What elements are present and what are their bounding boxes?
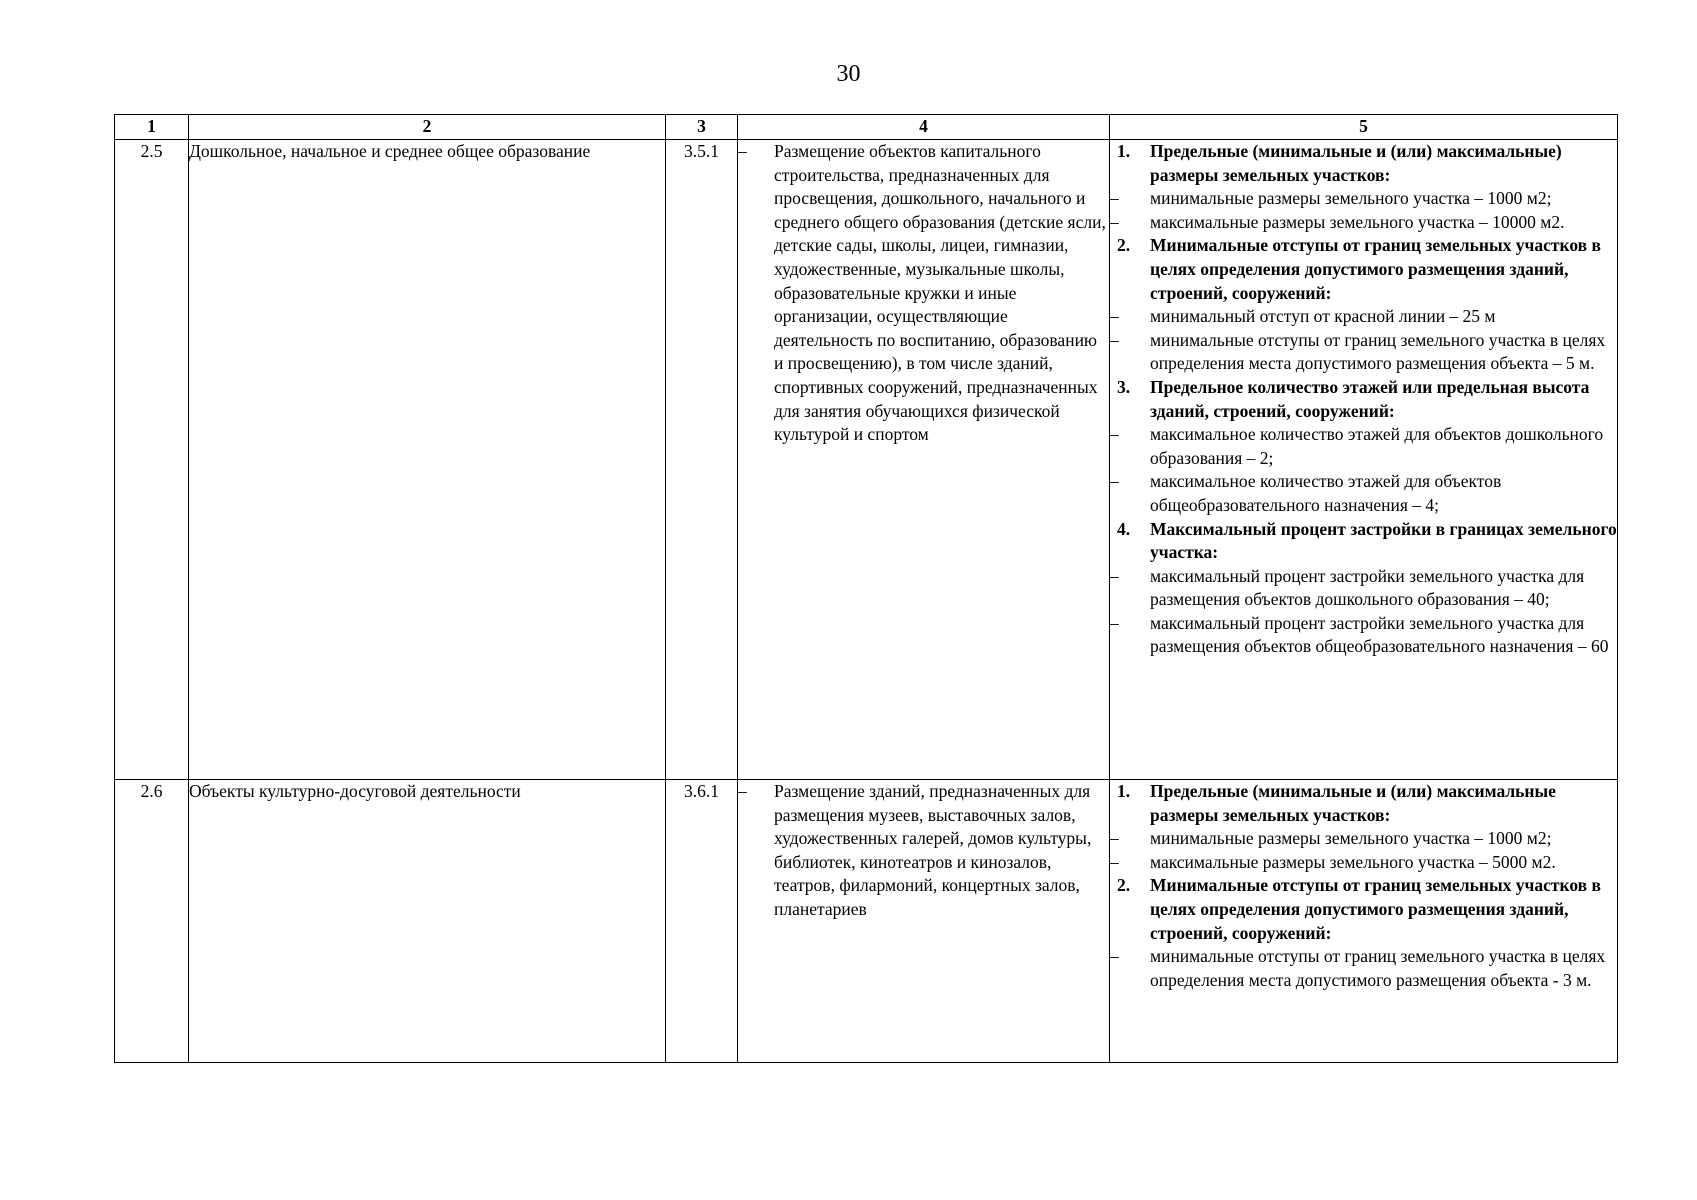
parameter-heading xyxy=(1110,234,1617,305)
parameter-text: Максимальный процент застройки в границах земельного участка: xyxy=(1150,518,1617,563)
parameter-text: Предельные (минимальные и (или) максимальные размеры земельных участков: xyxy=(1150,781,1556,825)
parameter-item xyxy=(1110,851,1617,875)
row-number: 2.5 xyxy=(115,140,189,780)
dash-marker: – xyxy=(1110,612,1119,633)
dash-marker: – xyxy=(1110,306,1119,327)
column-header: 4 xyxy=(738,115,1110,140)
parameter-item xyxy=(1110,305,1617,329)
parameter-text: Минимальные отступы от границ земельных участков в целях определения допустимого размещения зданий, строений, сооружений: xyxy=(1150,235,1601,303)
parameter-text: максимальный процент застройки земельного участка для размещения объектов общеобразовательного назначения – 60 xyxy=(1150,612,1609,657)
item-number: 4. xyxy=(1117,518,1131,539)
item-number: 3. xyxy=(1117,376,1131,397)
dash-marker: – xyxy=(1110,828,1119,849)
item-number: 1. xyxy=(1117,141,1131,161)
parameter-text: Предельные (минимальные и (или) максимальные) размеры земельных участков: xyxy=(1150,141,1562,185)
dash-marker: – xyxy=(1110,946,1119,967)
table-header-row xyxy=(115,115,1618,140)
use-type-name: Дошкольное, начальное и среднее общее образование xyxy=(189,140,666,780)
parameter-text: минимальные отступы от границ земельного участка в целях определения места допустимого размещения объекта – 5 м. xyxy=(1150,329,1606,374)
parameter-text: минимальные отступы от границ земельного участка в целях определения места допустимого размещения объекта - 3 м. xyxy=(1150,946,1606,990)
parameter-heading xyxy=(1110,874,1617,945)
use-type-code: 3.6.1 xyxy=(666,780,738,1063)
parameter-item xyxy=(1110,329,1617,376)
table-row xyxy=(115,780,1618,1063)
table-row xyxy=(115,140,1618,780)
parameters-cell xyxy=(1110,780,1618,1063)
parameter-text: минимальные размеры земельного участка – 1000 м2; xyxy=(1150,188,1552,209)
use-type-name: Объекты культурно-досуговой деятельности xyxy=(189,780,666,1063)
use-description xyxy=(738,140,1110,780)
dash-marker: – xyxy=(738,781,747,801)
parameters-cell xyxy=(1110,140,1618,780)
dash-marker: – xyxy=(738,141,747,161)
page-number: 30 xyxy=(836,61,861,87)
parameter-heading xyxy=(1110,780,1617,827)
parameter-text: минимальные размеры земельного участка – 1000 м2; xyxy=(1150,828,1552,849)
parameter-item xyxy=(1110,945,1617,992)
dash-marker: – xyxy=(1110,424,1119,445)
dash-marker: – xyxy=(1110,211,1119,232)
description-text: Размещение зданий, предназначенных для размещения музеев, выставочных залов, художественных галерей, домов культуры, библиотек, кинотеатров и кинозалов, театров, филармоний, концертных залов, планетариев xyxy=(774,781,1092,919)
parameter-text: максимальное количество этажей для объектов дошкольного образования – 2; xyxy=(1150,424,1604,468)
column-header: 5 xyxy=(1110,115,1618,140)
parameter-item xyxy=(1110,827,1617,851)
dash-marker: – xyxy=(1110,851,1119,872)
parameter-text: максимальные размеры земельного участка – 5000 м2. xyxy=(1150,851,1556,872)
item-number: 2. xyxy=(1117,875,1131,896)
parameter-text: Предельное количество этажей или предельная высота зданий, строений, сооружений: xyxy=(1150,376,1590,421)
parameter-item xyxy=(1110,470,1617,517)
column-header: 3 xyxy=(666,115,738,140)
parameter-text: Минимальные отступы от границ земельных участков в целях определения допустимого размещения зданий, строений, сооружений: xyxy=(1150,875,1601,943)
dash-marker: – xyxy=(1110,188,1119,209)
regulations-table xyxy=(114,114,1618,1063)
parameter-item xyxy=(1110,187,1617,211)
parameter-heading xyxy=(1110,140,1617,187)
dash-marker: – xyxy=(1110,565,1119,586)
column-header: 1 xyxy=(115,115,189,140)
dash-marker: – xyxy=(1110,329,1119,350)
row-number: 2.6 xyxy=(115,780,189,1063)
parameter-item xyxy=(1110,423,1617,470)
parameter-item xyxy=(1110,565,1617,612)
parameter-text: максимальные размеры земельного участка – 10000 м2. xyxy=(1150,211,1565,232)
item-number: 2. xyxy=(1117,235,1131,256)
parameter-item xyxy=(1110,612,1617,659)
use-type-code: 3.5.1 xyxy=(666,140,738,780)
parameter-item xyxy=(1110,211,1617,235)
parameter-heading xyxy=(1110,376,1617,423)
item-number: 1. xyxy=(1117,781,1131,801)
use-description xyxy=(738,780,1110,1063)
description-text: Размещение объектов капитального строительства, предназначенных для просвещения, дошкольного, начального и среднего общего образования (детские ясли, детские сады, школы, лицеи, гимназии, художественные, музыкальные школы, образовательные кружки и иные организации, осуществляющие деятельность по воспитанию, образованию и просвещению), в том числе зданий, спортивных сооружений, предназначенных для занятия обучающихся физической культурой и спортом xyxy=(774,141,1106,445)
parameter-text: максимальное количество этажей для объектов общеобразовательного назначения – 4; xyxy=(1150,471,1502,515)
parameter-text: максимальный процент застройки земельного участка для размещения объектов дошкольного образования – 40; xyxy=(1150,565,1585,610)
parameter-heading xyxy=(1110,518,1617,565)
column-header: 2 xyxy=(189,115,666,140)
parameter-text: минимальный отступ от красной линии – 25 м xyxy=(1150,306,1496,327)
dash-marker: – xyxy=(1110,471,1119,492)
